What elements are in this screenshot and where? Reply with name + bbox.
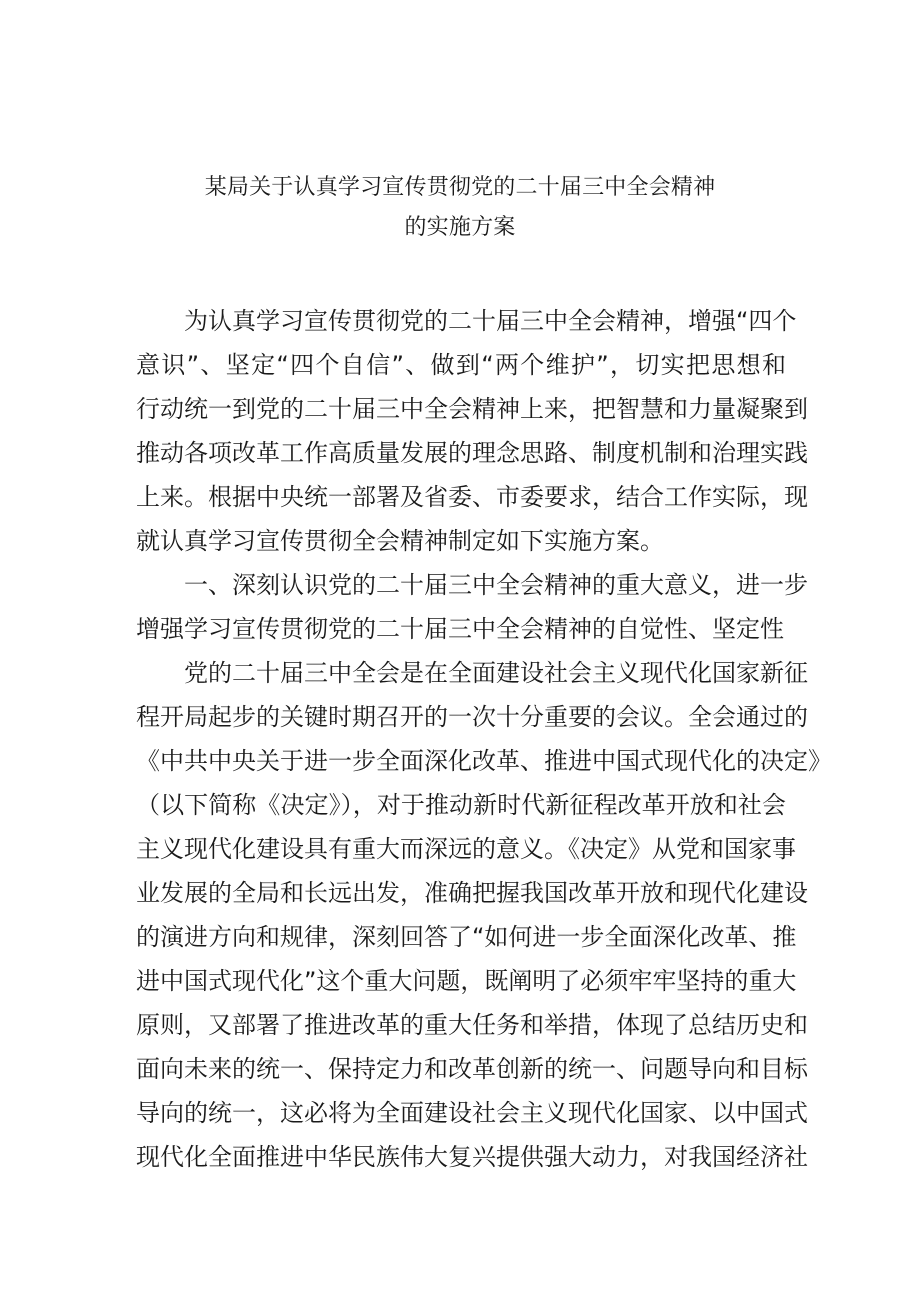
paragraph-line: 推动各项改革工作高质量发展的理念思路、制度机制和治理实践: [136, 439, 808, 467]
paragraph-line: （以下简称《决定》），对于推动新时代新征程改革开放和社会: [136, 791, 786, 819]
paragraph-line: 《中共中央关于进一步全面深化改革、推进中国式现代化的决定》: [136, 747, 832, 775]
section-heading-line: 增强学习宣传贯彻党的二十届三中全会精神的自觉性、坚定性: [136, 615, 784, 643]
paragraph-line: 就认真学习宣传贯彻全会精神制定如下实施方案。: [136, 527, 664, 555]
paragraph-line: 导向的统一，这必将为全面建设社会主义现代化国家、以中国式: [136, 1099, 808, 1127]
paragraph-line: 业发展的全局和长远出发，准确把握我国改革开放和现代化建设: [136, 879, 808, 907]
paragraph-line: 党的二十届三中全会是在全面建设社会主义现代化国家新征: [184, 659, 808, 687]
document-title-line-2: 的实施方案: [404, 215, 516, 240]
paragraph-line: 的演进方向和规律，深刻回答了“如何进一步全面深化改革、推: [136, 923, 797, 951]
paragraph-line: 程开局起步的关键时期召开的一次十分重要的会议。全会通过的: [136, 703, 808, 731]
paragraph-line: 上来。根据中央统一部署及省委、市委要求，结合工作实际，现: [136, 483, 808, 511]
paragraph-line: 行动统一到党的二十届三中全会精神上来，把智慧和力量凝聚到: [136, 395, 808, 423]
document-title-line-1: 某局关于认真学习宣传贯彻党的二十届三中全会精神: [204, 175, 716, 200]
paragraph-line: 面向未来的统一、保持定力和改革创新的统一、问题导向和目标: [136, 1055, 808, 1083]
paragraph-line: 现代化全面推进中华民族伟大复兴提供强大动力，对我国经济社: [136, 1143, 808, 1171]
paragraph-line: 原则，又部署了推进改革的重大任务和举措，体现了总结历史和: [136, 1011, 808, 1039]
paragraph-line: 意识”、坚定“四个自信”、做到“两个维护”，切实把思想和: [136, 351, 786, 379]
section-heading-line: 一、深刻认识党的二十届三中全会精神的重大意义，进一步: [184, 571, 808, 599]
paragraph-line: 为认真学习宣传贯彻党的二十届三中全会精神，增强“四个: [184, 307, 797, 335]
paragraph-line: 进中国式现代化”这个重大问题，既阐明了必须牢牢坚持的重大: [136, 967, 797, 995]
paragraph-line: 主义现代化建设具有重大而深远的意义。《决定》从党和国家事: [136, 835, 796, 863]
